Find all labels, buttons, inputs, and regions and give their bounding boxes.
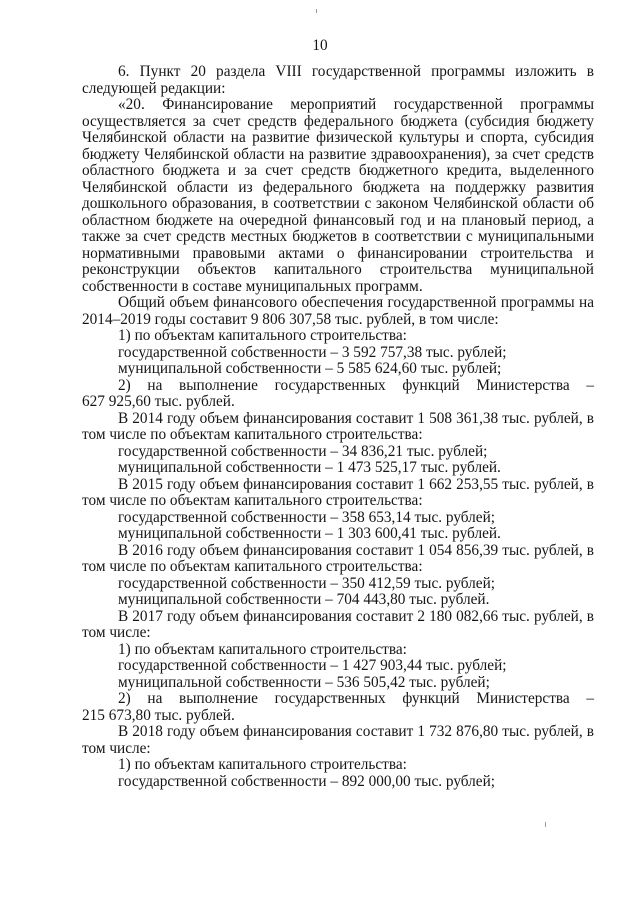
paragraph: 627 925,60 тыс. рублей.	[82, 393, 235, 410]
paragraph: В 2017 году объем финансирования составит 2 180 082,66 тыс. рублей, в том числе:	[82, 607, 594, 641]
paragraph: муниципальной собственности – 536 505,42 тыс. рублей;	[118, 673, 490, 691]
paragraph: 1) по объектам капитального строительства:	[118, 756, 407, 773]
paragraph: 2) на выполнение государственных функций Министерства –	[118, 690, 594, 707]
scan-mark-right	[545, 822, 546, 827]
paragraph: Общий объем финансового обеспечения государственной программы на 2014–2019 годы составит 9 806 307,58 тыс. рублей, в том числе:	[82, 294, 594, 328]
document-body	[82, 64, 594, 790]
paragraph: В 2014 году объем финансирования составит 1 508 361,38 тыс. рублей, в том числе по объектам капитального строительства:	[82, 409, 594, 443]
scan-mark-top	[316, 9, 317, 13]
paragraph: 2) на выполнение государственных функций Министерства –	[118, 376, 594, 394]
page-number: 10	[312, 37, 328, 54]
paragraph: В 2018 году объем финансирования составит 1 732 876,80 тыс. рублей, в том числе:	[82, 723, 594, 757]
paragraph: В 2016 году объем финансирования составит 1 054 856,39 тыс. рублей, в том числе по объектам капитального строительства:	[82, 541, 594, 575]
paragraph: В 2015 году объем финансирования составит 1 662 253,55 тыс. рублей, в том числе по объектам капитального строительства:	[82, 475, 594, 509]
paragraph: муниципальной собственности – 704 443,80 тыс. рублей.	[118, 591, 490, 608]
paragraph: муниципальной собственности – 1 303 600,41 тыс. рублей.	[118, 525, 501, 542]
paragraph: государственной собственности – 34 836,21 тыс. рублей;	[118, 442, 488, 460]
paragraph: государственной собственности – 350 412,59 тыс. рублей;	[118, 574, 496, 592]
paragraph: 1) по объектам капитального строительства:	[118, 640, 407, 658]
paragraph: 215 673,80 тыс. рублей.	[82, 706, 235, 724]
paragraph: муниципальной собственности – 5 585 624,60 тыс. рублей;	[118, 360, 502, 377]
paragraph: государственной собственности – 3 592 757,38 тыс. рублей;	[118, 343, 507, 361]
paragraph: муниципальной собственности – 1 473 525,17 тыс. рублей.	[118, 459, 501, 476]
paragraph: государственной собственности – 892 000,00 тыс. рублей;	[118, 772, 496, 790]
paragraph: государственной собственности – 358 653,14 тыс. рублей;	[118, 508, 496, 526]
paragraph: 6. Пункт 20 раздела VIII государственной программы изложить в следующей редакции:	[82, 63, 594, 97]
paragraph: государственной собственности – 1 427 903,44 тыс. рублей;	[118, 657, 507, 674]
paragraph: «20. Финансирование мероприятий государственной программы осуществляется за счет средств федерального бюджета (субсидия бюджету Челябинской области на развитие физической культуры и спорта, субсидия бюджету Челябинской области на развитие здравоохранения), за счет средств областного бюджета и за счет средств бюджетного кредита, выделенного Челябинской области из федерального бюджета на поддержку развития дошкольного образования, в соответствии с законом Челябинской области об областном бюджете на очередной финансовый год и на плановый период, а также за счет средств местных бюджетов в соответствии с муниципальными нормативными правовыми актами о финансировании строительства и реконструкции объектов капитального строительства муниципальной собственности в составе муниципальных программ.	[82, 96, 594, 295]
paragraph: 1) по объектам капитального строительства:	[118, 327, 407, 344]
